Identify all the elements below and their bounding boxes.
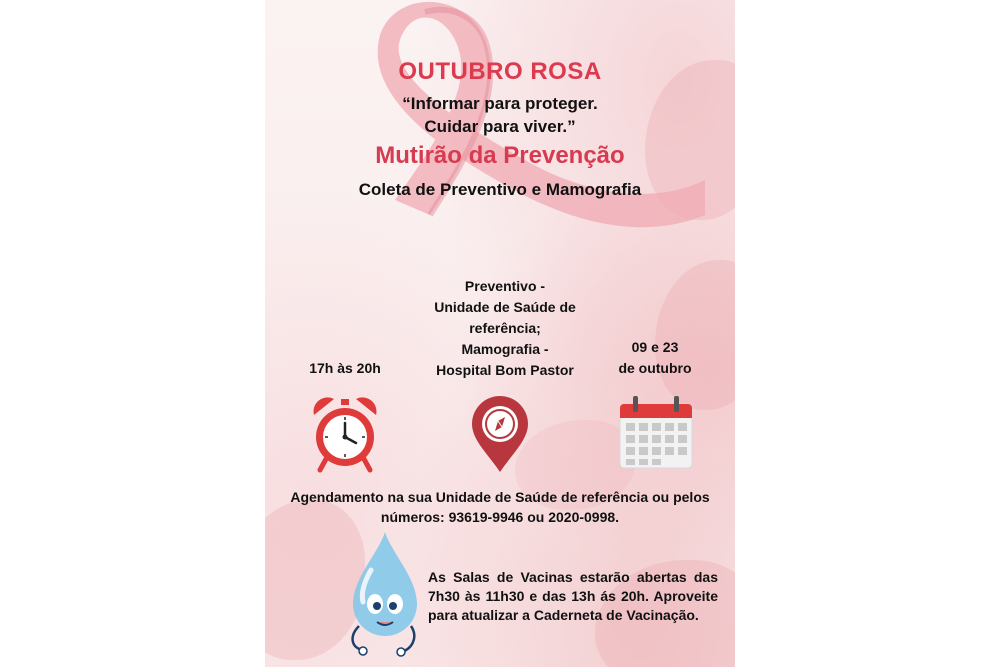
place-line: referência; [469,320,541,336]
alarm-clock-icon [310,393,380,473]
quote-line: “Informar para proteger. [402,94,598,113]
quote-line: Cuidar para viver.” [424,117,576,136]
location-pin-icon [468,394,532,474]
time-text: 17h às 20h [309,360,381,376]
calendar-icon [618,394,694,470]
subtitle: Mutirão da Prevenção [375,142,625,169]
place-line: Unidade de Saúde de [434,299,576,315]
service-heading: Coleta de Preventivo e Mamografia [358,180,642,199]
scheduling-line: Agendamento na sua Unidade de Saúde de referência ou pelos [290,489,710,505]
vaccination-info: As Salas de Vacinas estarão abertas das 7h30 às 11h30 e das 13h ás 20h. Aproveite para atualizar a Caderneta de Vacinação. [428,569,718,623]
scheduling-info [275,487,725,527]
place-line: Preventivo - [464,278,546,294]
date-line: 09 e 23 [631,339,679,355]
slogan-quote [265,92,735,138]
poster [265,0,735,667]
date-text [595,337,715,379]
place-line: Hospital Bom Pastor [436,362,574,378]
rose-petal [655,260,735,410]
water-drop-mascot-icon [345,530,425,660]
place-line: Mamografia - [461,341,549,357]
place-text [410,276,600,381]
date-line: de outubro [618,360,692,376]
page-title: OUTUBRO ROSA [398,58,602,85]
scheduling-line: números: 93619-9946 ou 2020-0998. [380,509,620,525]
